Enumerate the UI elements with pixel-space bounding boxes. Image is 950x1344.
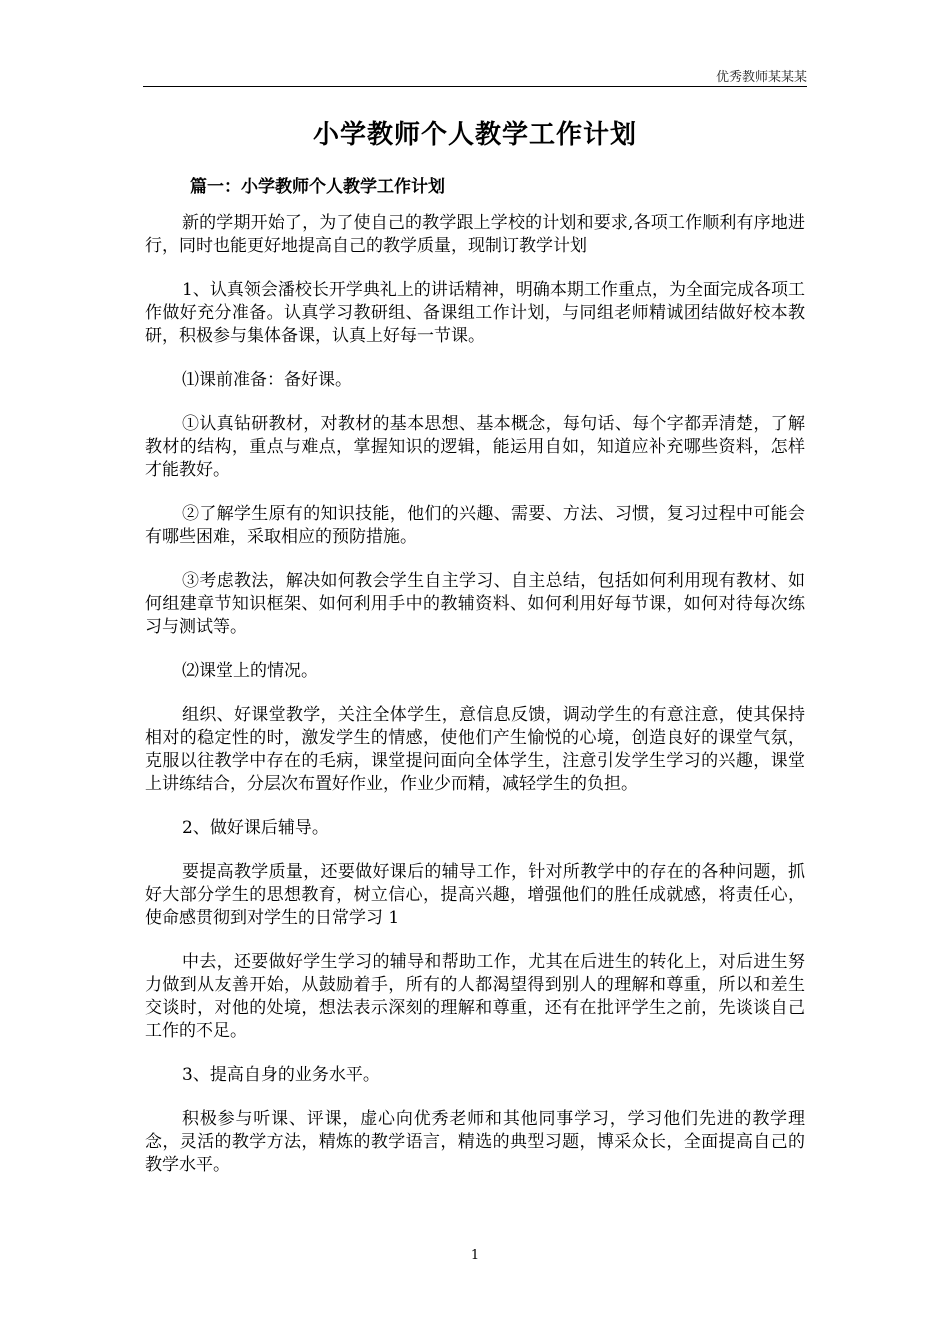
- paragraph: 3、提高自身的业务水平。: [182, 1065, 380, 1085]
- paragraph: 2、做好课后辅导。: [182, 818, 329, 838]
- paragraph: ⑵课堂上的情况。: [182, 661, 318, 681]
- paragraph: 要提高教学质量，还要做好课后的辅导工作，针对所教学中的存在的各种问题，抓好大部分学生的思想教育，树立信心，提高兴趣，增强他们的胜任成就感，将责任心，使命感贯彻到对学生的日常学习 1: [145, 862, 805, 928]
- paragraph: ③考虑教法，解决如何教会学生自主学习、自主总结，包括如何利用现有教材、如何组建章节知识框架、如何利用手中的教辅资料、如何利用好每节课，如何对待每次练习与测试等。: [145, 571, 805, 637]
- page-number: 1: [470, 1248, 480, 1263]
- document-title: 小学教师个人教学工作计划: [312, 120, 637, 150]
- paragraph: ⑴课前准备：备好课。: [182, 370, 352, 390]
- paragraph: ②了解学生原有的知识技能，他们的兴趣、需要、方法、习惯，复习过程中可能会有哪些困难，采取相应的预防措施。: [145, 504, 805, 547]
- header-divider: [143, 86, 807, 87]
- paragraph: 组织、好课堂教学，关注全体学生，意信息反馈，调动学生的有意注意，使其保持相对的稳定性的时，激发学生的情感，使他们产生愉悦的心境，创造良好的课堂气氛，克服以往教学中存在的毛病，课堂提问面向全体学生，注意引发学生学习的兴趣，课堂上讲练结合，分层次布置好作业，作业少而精，减轻学生的负担。: [145, 705, 805, 794]
- paragraph: ①认真钻研教材，对教材的基本思想、基本概念，每句话、每个字都弄清楚，了解教材的结构，重点与难点，掌握知识的逻辑，能运用自如，知道应补充哪些资料，怎样才能教好。: [145, 414, 805, 480]
- paragraph: 中去，还要做好学生学习的辅导和帮助工作，尤其在后进生的转化上，对后进生努力做到从友善开始，从鼓励着手，所有的人都渴望得到别人的理解和尊重，所以和差生交谈时，对他的处境，想法表示深刻的理解和尊重，还有在批评学生之前，先谈谈自己工作的不足。: [145, 952, 805, 1041]
- paragraph: 新的学期开始了，为了使自己的教学跟上学校的计划和要求,各项工作顺利有序地进行，同时也能更好地提高自己的教学质量，现制订教学计划: [145, 213, 805, 256]
- paragraph: 1、认真领会潘校长开学典礼上的讲话精神，明确本期工作重点，为全面完成各项工作做好充分准备。认真学习教研组、备课组工作计划，与同组老师精诚团结做好校本教研，积极参与集体备课，认真上好每一节课。: [145, 280, 805, 346]
- page-header: 优秀教师某某某: [715, 70, 807, 85]
- section-heading: 篇一：小学教师个人教学工作计划: [190, 177, 445, 197]
- paragraph: 积极参与听课、评课，虚心向优秀老师和其他同事学习，学习他们先进的教学理念，灵活的教学方法，精炼的教学语言，精选的典型习题，博采众长，全面提高自己的教学水平。: [145, 1109, 805, 1175]
- document-body: [145, 212, 805, 1198]
